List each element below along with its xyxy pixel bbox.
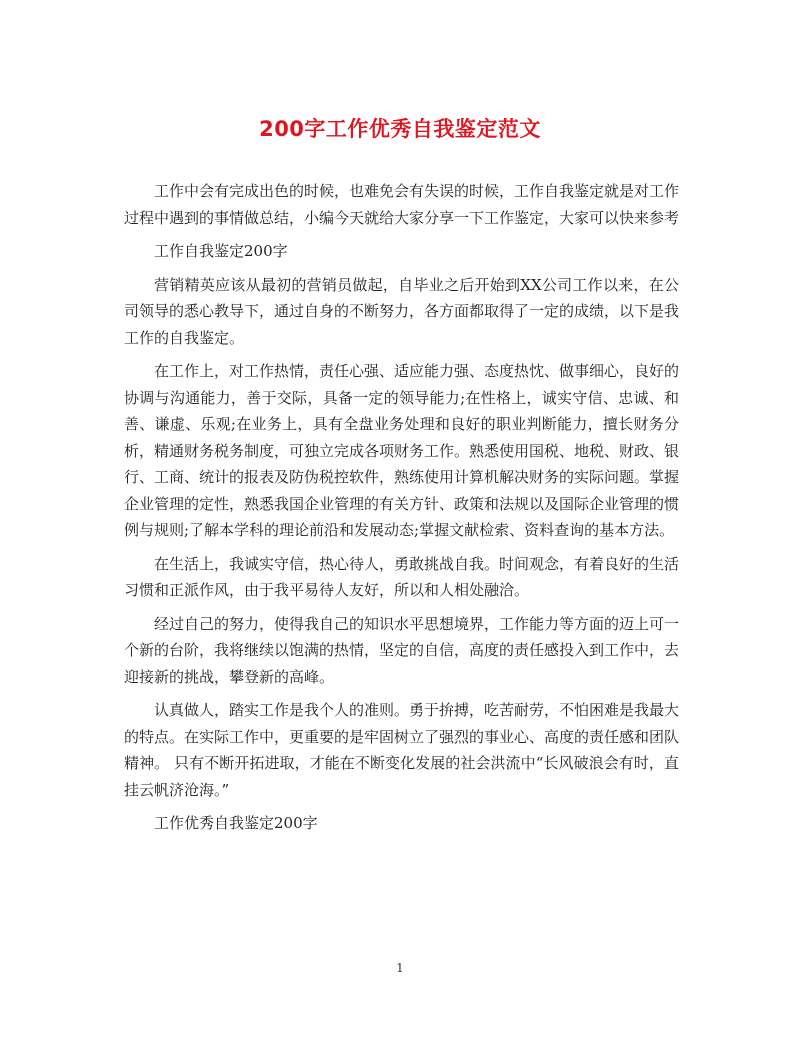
body-paragraph: 营销精英应该从最初的营销员做起，自毕业之后开始到XX公司工作以来，在公司领导的悉心教导下，通过自身的不断努力，各方面都取得了一定的成绩，以下是我工作的自我鉴定。	[124, 275, 680, 347]
section-heading-self-assessment: 工作自我鉴定200字	[154, 242, 288, 260]
body-paragraph: 认真做人，踏实工作是我个人的准则。勇于拚搏，吃苦耐劳，不怕困难是我最大的特点。在实际工作中，更重要的是牢固树立了强烈的事业心、高度的责任感和团队精神。 只有不断开拓进取，才能在不断变化发展的社会洪流中“长风破浪会有时，直挂云帆济沧海。”	[124, 701, 680, 799]
body-paragraph: 在生活上，我诚实守信，热心待人，勇敢挑战自我。时间观念，有着良好的生活习惯和正派作风，由于我平易待人友好，所以和人相处融洽。	[124, 554, 680, 599]
document-body	[124, 178, 679, 844]
intro-paragraph: 工作中会有完成出色的时候，也难免会有失误的时候，工作自我鉴定就是对工作过程中遇到的事情做总结，小编今天就给大家分享一下工作鉴定，大家可以快来参考	[124, 182, 680, 227]
page-number: 1	[396, 961, 404, 975]
body-paragraph: 经过自己的努力，使得我自己的知识水平思想境界，工作能力等方面的迈上可一个新的台阶，我将继续以饱满的热情，坚定的自信，高度的责任感投入到工作中，去迎接新的挑战，攀登新的高峰。	[124, 614, 680, 686]
section-heading-excellent-assessment: 工作优秀自我鉴定200字	[154, 814, 318, 832]
body-paragraph: 在工作上，对工作热情，责任心强、适应能力强、态度热忱、做事细心，良好的协调与沟通能力，善于交际，具备一定的领导能力;在性格上，诚实守信、忠诚、和善、谦虚、乐观;在业务上，具有全盘业务处理和良好的职业判断能力，擅长财务分析，精通财务税务制度，可独立完成各项财务工作。熟悉使用国税、地税、财政、银行、工商、统计的报表及防伪税控软件，熟练使用计算机解决财务的实际问题。掌握企业管理的定性，熟悉我国企业管理的有关方针、政策和法规以及国际企业管理的惯例与规则;了解本学科的理论前沿和发展动态;掌握文献检索、资料查询的基本方法。	[124, 362, 680, 539]
document-title: 200字工作优秀自我鉴定范文	[259, 117, 541, 141]
